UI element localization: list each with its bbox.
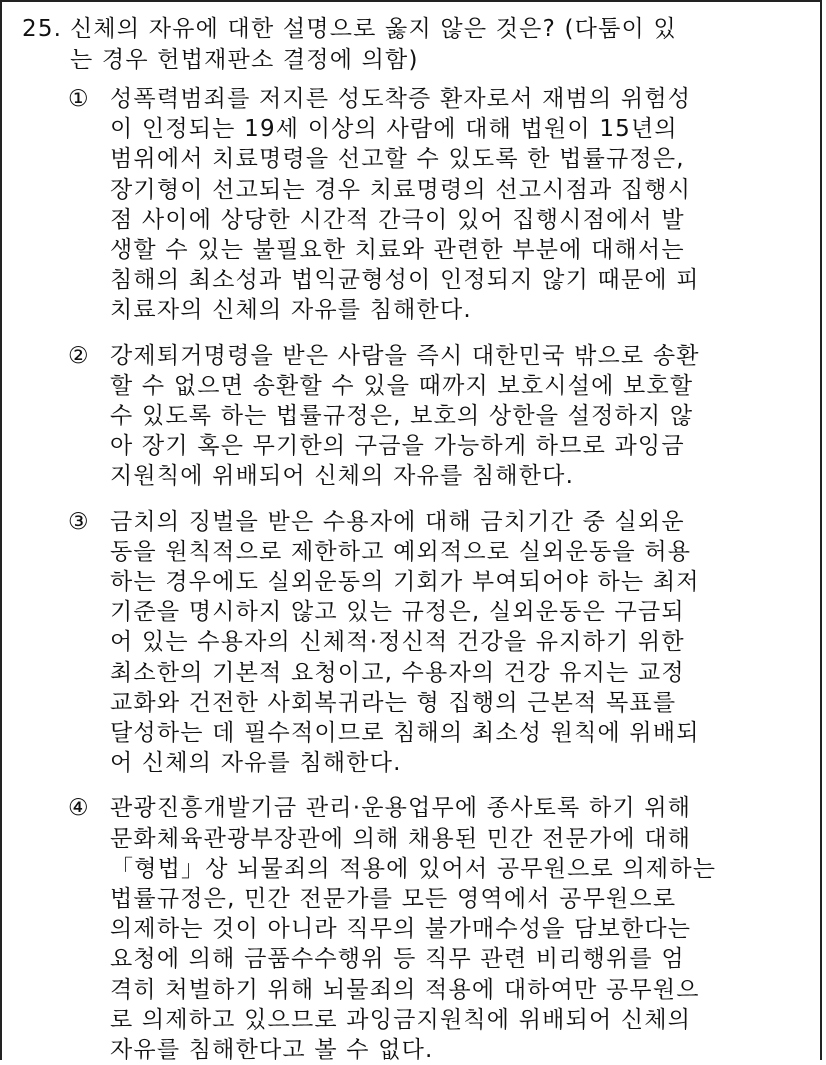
- question-line-1: [22, 14, 792, 45]
- option-line: 이 인정되는 19세 이상의 사람에 대해 법원이 15년의: [110, 116, 678, 143]
- option-2-marker: ②: [68, 342, 90, 369]
- option-line: 어 있는 수용자의 신체적·정신적 건강을 유지하기 위한: [110, 629, 685, 656]
- option-line: 법률규정은, 민간 전문가를 모든 영역에서 공무원으로: [110, 886, 677, 913]
- option-line: 지원칙에 위배되어 신체의 자유를 침해한다.: [110, 463, 575, 490]
- option-line: 문화체육관광부장관에 의해 채용된 민간 전문가에 대해: [110, 825, 692, 852]
- option-3[interactable]: [68, 507, 760, 779]
- option-line: 아 장기 혹은 무기한의 구금을 가능하게 하므로 과잉금: [110, 433, 685, 460]
- option-line: 의제하는 것이 아니라 직무의 불가매수성을 담보한다는: [110, 916, 692, 943]
- option-line: 달성하는 데 필수적이므로 침해의 최소성 원칙에 위배되: [110, 720, 700, 747]
- option-line: 최소한의 기본적 요청이고, 수용자의 건강 유지는 교정: [110, 659, 685, 686]
- question-line-2: [22, 45, 792, 76]
- option-3-marker: ③: [68, 508, 90, 535]
- question-text-line-2: 는 경우 헌법재판소 결정에 의함): [70, 47, 419, 73]
- option-line: 격히 처벌하기 위해 뇌물죄의 적용에 대하여만 공무원으: [110, 976, 700, 1003]
- option-2-text: [110, 341, 760, 492]
- option-line: 장기형이 선고되는 경우 치료명령의 선고시점과 집행시: [110, 176, 692, 203]
- option-4-text: [110, 793, 760, 1065]
- option-line: 관광진흥개발기금 관리·운용업무에 종사토록 하기 위해: [110, 795, 692, 822]
- option-line: 침해의 최소성과 법익균형성이 인정되지 않기 때문에 피: [110, 267, 700, 294]
- option-line: 자유를 침해한다고 볼 수 없다.: [110, 1037, 434, 1064]
- option-line: 교화와 건전한 사회복귀라는 형 집행의 근본적 목표를: [110, 689, 677, 716]
- option-2[interactable]: [68, 341, 760, 492]
- question-stem: [22, 14, 792, 76]
- option-line: 금치의 징벌을 받은 수용자에 대해 금치기간 중 실외운: [110, 508, 685, 535]
- option-line: 치료자의 신체의 자유를 침해한다.: [110, 297, 472, 324]
- option-line: 어 신체의 자유를 침해한다.: [110, 750, 402, 777]
- option-4[interactable]: [68, 793, 760, 1065]
- option-1-text: [110, 84, 760, 326]
- option-line: 강제퇴거명령을 받은 사람을 즉시 대한민국 밖으로 송환: [110, 342, 700, 369]
- option-line: 기준을 명시하지 않고 있는 규정은, 실외운동은 구금되: [110, 599, 685, 626]
- option-line: 동을 원칙적으로 제한하고 예외적으로 실외운동을 허용: [110, 538, 692, 565]
- option-1-marker: ①: [68, 86, 90, 112]
- option-line: 수 있도록 하는 법률규정은, 보호의 상한을 설정하지 않: [110, 403, 694, 430]
- option-line: 요청에 의해 금품수수행위 등 직무 관련 비리행위를 엄: [110, 946, 685, 973]
- option-line: 「형법」상 뇌물죄의 적용에 있어서 공무원으로 의제하는: [110, 855, 717, 882]
- option-1[interactable]: [68, 84, 760, 326]
- option-line: 범위에서 치료명령을 선고할 수 있도록 한 법률규정은,: [110, 146, 685, 173]
- option-3-text: [110, 507, 760, 779]
- question-text-line-1: 신체의 자유에 대한 설명으로 옳지 않은 것은? (다툼이 있: [70, 16, 677, 42]
- option-line: 점 사이에 상당한 시간적 간극이 있어 집행시점에서 발: [110, 206, 685, 233]
- option-line: 하는 경우에도 실외운동의 기회가 부여되어야 하는 최저: [110, 569, 700, 596]
- question-number: 25.: [22, 16, 63, 42]
- answer-options: [68, 84, 760, 1065]
- option-line: 할 수 없으면 송환할 수 있을 때까지 보호시설에 보호할: [110, 372, 694, 399]
- option-4-marker: ④: [68, 795, 90, 822]
- option-line: 로 의제하고 있으므로 과잉금지원칙에 위배되어 신체의: [110, 1006, 692, 1033]
- option-line: 생할 수 있는 불필요한 치료와 관련한 부분에 대해서는: [110, 237, 685, 264]
- option-line: 성폭력범죄를 저지른 성도착증 환자로서 재범의 위험성: [110, 86, 692, 112]
